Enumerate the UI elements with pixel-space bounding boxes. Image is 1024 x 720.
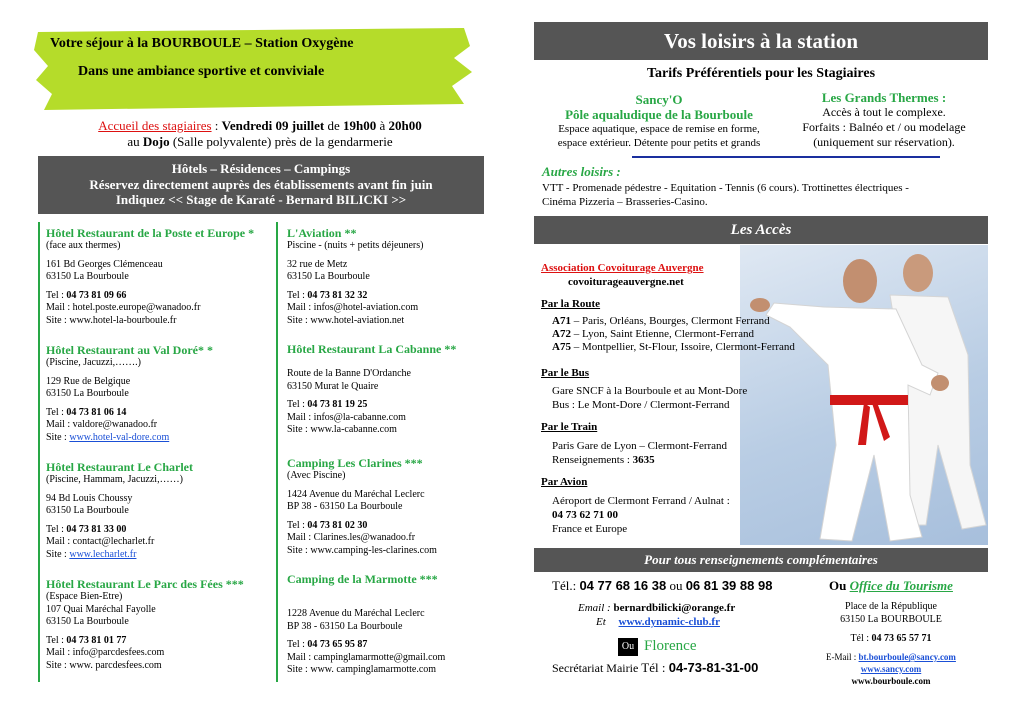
office-block xyxy=(800,578,982,687)
hotel-mail: Mail : campinglamarmotte@gmail.com xyxy=(287,651,446,663)
hotel-site: Site : www. parcdesfees.com xyxy=(46,659,162,671)
hotel-mail: Mail : infos@la-cabanne.com xyxy=(287,411,406,423)
phone-1[interactable]: 04 77 68 16 38 xyxy=(579,578,667,593)
covoit-title: Association Covoiturage Auvergne xyxy=(541,262,704,274)
hotel-tel: Tel : 04 73 81 19 25 xyxy=(287,399,368,410)
route-row: A71 – Paris, Orléans, Bourges, Clermont Ferrand xyxy=(552,315,770,327)
hotel-city: BP 38 - 63150 La Bourboule xyxy=(287,501,403,512)
bus-title: Par le Bus xyxy=(541,367,590,379)
hotel-name: Camping de la Marmotte *** xyxy=(287,572,438,586)
route-row: A72 – Lyon, Saint Etienne, Clermont-Ferrand xyxy=(552,328,754,340)
hotel-site: Site : www.hotel-aviation.net xyxy=(287,314,405,326)
hotel-site-link[interactable]: www. parcdesfees.com xyxy=(69,659,162,671)
hotel-name: Hôtel Restaurant Le Charlet xyxy=(46,460,193,474)
hotel-address: 1424 Avenue du Maréchal Leclerc xyxy=(287,488,425,500)
hotel-city: 63150 La Bourboule xyxy=(46,388,129,399)
office-line-1: Place de la République xyxy=(845,601,937,612)
hotel-tel: Tel : 04 73 81 09 66 xyxy=(46,289,127,301)
hotel-address: 107 Quai Maréchal Fayolle xyxy=(46,603,156,615)
hotel-address: Route de la Banne D'Ordanche xyxy=(287,368,411,379)
hotel-tel: Tel : 04 73 81 06 14 xyxy=(46,406,127,418)
hotels-bar-line-2: Réservez directement auprès des établissements avant fin juin xyxy=(89,176,433,192)
sancyo-subtitle: Pôle aqualudique de la Bourboule xyxy=(565,107,753,122)
hotel-site-link[interactable]: www.camping-les-clarines.com xyxy=(310,544,437,556)
hotel-address: 1228 Avenue du Maréchal Leclerc xyxy=(287,608,425,619)
avion-title: Par Avion xyxy=(541,476,588,488)
sancyo-title: Sancy'O xyxy=(635,92,683,107)
hotel-name: Hôtel Restaurant La Cabanne ** xyxy=(287,342,457,356)
route-row: A75 – Montpellier, St-Flour, Issoire, Clermont-Ferrand xyxy=(552,341,795,353)
banner-line-1: Votre séjour à la BOURBOULE – Station Oxygène xyxy=(50,36,354,51)
office-email-link[interactable]: bt.bourboule@sancy.com xyxy=(858,652,956,662)
hotels-bar-line-3: Indiquez << Stage de Karaté - Bernard BILICKI >> xyxy=(115,192,407,207)
hotel-name: Camping Les Clarines *** xyxy=(287,456,423,470)
route-list xyxy=(552,315,795,354)
hotel-city: 63150 La Bourboule xyxy=(287,271,370,282)
office-title[interactable]: Office du Tourisme xyxy=(849,578,953,593)
hotel-entry xyxy=(287,572,482,677)
hotel-site: Site : www.la-cabanne.com xyxy=(287,424,397,435)
left-border xyxy=(38,222,40,682)
hotel-tel: Tel : 04 73 81 02 30 xyxy=(287,519,368,531)
hotel-tel: Tel : 04 73 81 32 32 xyxy=(287,289,368,301)
hotel-site-link[interactable]: www.la-cabanne.com xyxy=(310,424,397,435)
hotel-address: 94 Bd Louis Choussy xyxy=(46,492,133,504)
ou-box: Ou xyxy=(618,638,638,656)
hotel-site-link[interactable]: www.hotel-val-dore.com xyxy=(69,431,170,443)
hotel-city: 63150 La Bourboule xyxy=(46,271,129,282)
hotel-site: Site : www.hotel-val-dore.com xyxy=(46,431,170,443)
email-link[interactable]: bernardbilicki@orange.fr xyxy=(613,602,736,614)
hotel-site: Site : www.hotel-la-bourboule.fr xyxy=(46,314,177,326)
hotel-mail: Mail : infos@hotel-aviation.com xyxy=(287,302,419,313)
web-link[interactable]: www.dynamic-club.fr xyxy=(618,616,720,628)
hotel-site-link[interactable]: www.lecharlet.fr xyxy=(69,548,137,560)
hotel-city: 63150 La Bourboule xyxy=(46,616,129,627)
office-web-1: www.sancy.com xyxy=(860,664,922,674)
hotel-address: 32 rue de Metz xyxy=(287,258,348,270)
sancyo-line-1: Espace aquatique, espace de remise en forme, xyxy=(558,123,760,135)
hotel-city: 63150 Murat le Quaire xyxy=(287,380,379,392)
hotel-site-link[interactable]: www.hotel-la-bourboule.fr xyxy=(69,314,177,326)
hotel-city: 63150 La Bourboule xyxy=(46,505,129,516)
tarifs-heading: Tarifs Préférentiels pour les Stagiaires xyxy=(646,66,876,81)
office-email: E-Mail : bt.bourboule@sancy.com xyxy=(826,652,956,662)
hotel-tel: Tel : 04 73 81 33 00 xyxy=(46,523,127,535)
hotel-name: Hôtel Restaurant de la Poste et Europe * xyxy=(46,226,255,240)
hotels-bar xyxy=(38,156,484,214)
office-tel: Tél : 04 73 65 57 71 xyxy=(850,633,932,644)
avion-line-1: Aéroport de Clermont Ferrand / Aulnat : xyxy=(552,495,730,507)
hotel-mail: Mail : hotel.poste.europe@wanadoo.fr xyxy=(46,302,201,313)
secretariat-line: Secrétariat Mairie Tél : 04-73-81-31-00 xyxy=(552,660,759,675)
page-title: Vos loisirs à la station xyxy=(534,22,988,60)
accueil-day: Vendredi 09 juillet xyxy=(221,118,325,133)
accueil-place: Dojo xyxy=(142,134,170,149)
accueil-line-1: Accueil des stagiaires : Vendredi 09 juillet de 19h00 à 20h00 xyxy=(98,118,422,133)
hotel-tel: Tel : 04 73 81 01 77 xyxy=(46,634,127,646)
hotel-site: Site : www.camping-les-clarines.com xyxy=(287,544,437,556)
thermes-line-3: (uniquement sur réservation). xyxy=(813,135,955,149)
hotel-note: (Piscine, Jacuzzi,…….) xyxy=(46,357,141,368)
sancyo-block xyxy=(540,92,778,150)
covoit-site[interactable]: covoiturageauvergne.net xyxy=(568,276,684,288)
sancyo-line-2: espace extérieur. Détente pour petits et grands xyxy=(557,137,761,149)
hotel-entry xyxy=(46,226,272,343)
hotel-column-1 xyxy=(46,226,272,672)
thermes-line-1: Accès à tout le complexe. xyxy=(822,105,946,119)
hotel-site: Site : www. campinglamarmotte.com xyxy=(287,664,437,675)
hotel-entry xyxy=(46,577,272,672)
hotel-name: Hôtel Restaurant Le Parc des Fées *** xyxy=(46,577,244,591)
office-line-2: 63150 La BOURBOULE xyxy=(840,614,942,625)
bus-line-2: Bus : Le Mont-Dore / Clermont-Ferrand xyxy=(552,399,730,411)
hotel-entry xyxy=(287,456,482,572)
thermes-block xyxy=(788,90,980,150)
hotel-address: 129 Rue de Belgique xyxy=(46,375,131,387)
hotel-note: Piscine - (nuits + petits déjeuners) xyxy=(287,240,424,251)
hotel-mail: Mail : contact@lecharlet.fr xyxy=(46,536,155,547)
train-line-2: Renseignements : 3635 xyxy=(552,454,655,466)
autres-line-1: VTT - Promenade pédestre - Equitation - Tennis (6 cours). Trottinettes électriques - xyxy=(542,182,909,194)
hotel-entry xyxy=(46,343,272,460)
office-web-2[interactable]: www.bourboule.com xyxy=(851,676,931,686)
hotel-note: (face aux thermes) xyxy=(46,240,121,251)
hotel-tel: Tel : 04 73 65 95 87 xyxy=(287,639,368,650)
info-bar: Pour tous renseignements complémentaires xyxy=(534,548,988,572)
avion-line-2: 04 73 62 71 00 xyxy=(552,509,618,521)
hotel-site: Site : www.lecharlet.fr xyxy=(46,548,137,560)
train-title: Par le Train xyxy=(541,421,598,433)
phone-2[interactable]: 06 81 39 88 98 xyxy=(685,578,773,593)
contact-email: Email : bernardbilicki@orange.fr xyxy=(578,602,736,614)
hotel-note: (Espace Bien-Etre) xyxy=(46,591,123,602)
hotel-column-2 xyxy=(287,226,482,677)
autres-line-2: Cinéma Pizzeria – Brasseries-Casino. xyxy=(542,196,708,208)
hotel-note: (Avec Piscine) xyxy=(287,470,346,481)
hotel-site-link[interactable]: www.hotel-aviation.net xyxy=(310,314,405,326)
karate-photo xyxy=(740,245,988,545)
accueil-line-2: au Dojo (Salle polyvalente) près de la gendarmerie xyxy=(127,134,393,149)
thermes-title: Les Grands Thermes : xyxy=(821,90,947,105)
karate-illustration xyxy=(740,245,988,545)
office-title-line: Ou Office du Tourisme xyxy=(829,578,953,593)
hotel-entry xyxy=(287,342,482,456)
hotel-entry xyxy=(287,226,482,342)
contact-web: Et www.dynamic-club.fr xyxy=(596,616,720,628)
hotel-site-link[interactable]: www. campinglamarmotte.com xyxy=(310,664,437,675)
banner-line-2: Dans une ambiance sportive et conviviale xyxy=(78,64,325,79)
secretariat-phone[interactable]: 04-73-81-31-00 xyxy=(668,660,759,675)
hotels-bar-line-1: Hôtels – Résidences – Campings xyxy=(171,161,351,176)
hotel-entry xyxy=(46,460,272,577)
hotel-address: 161 Bd Georges Clémenceau xyxy=(46,258,163,270)
acces-bar: Les Accès xyxy=(534,216,988,244)
hotel-name: L'Aviation ** xyxy=(287,226,357,240)
hotel-mail: Mail : info@parcdesfees.com xyxy=(46,647,165,658)
thermes-line-2: Forfaits : Balnéo et / ou modelage xyxy=(802,120,966,134)
autres-title: Autres loisirs : xyxy=(542,164,621,179)
column-divider xyxy=(276,222,278,682)
hotel-mail: Mail : Clarines.les@wanadoo.fr xyxy=(287,532,416,543)
train-line-1: Paris Gare de Lyon – Clermont-Ferrand xyxy=(552,440,728,452)
route-title: Par la Route xyxy=(541,298,601,310)
contact-florence: Florence xyxy=(644,638,697,654)
hotel-name: Hôtel Restaurant au Val Doré* * xyxy=(46,343,213,357)
contact-phones: Tél.: 04 77 68 16 38 ou 06 81 39 88 98 xyxy=(552,578,773,593)
hotel-city: BP 38 - 63150 La Bourboule xyxy=(287,620,403,632)
blue-divider xyxy=(632,156,940,158)
accueil-label: Accueil des stagiaires xyxy=(98,118,212,133)
bus-line-1: Gare SNCF à la Bourboule et au Mont-Dore xyxy=(552,385,748,397)
hotel-mail: Mail : valdore@wanadoo.fr xyxy=(46,419,158,430)
hotel-note: (Piscine, Hammam, Jacuzzi,……) xyxy=(46,474,183,485)
avion-line-3: France et Europe xyxy=(552,523,628,535)
